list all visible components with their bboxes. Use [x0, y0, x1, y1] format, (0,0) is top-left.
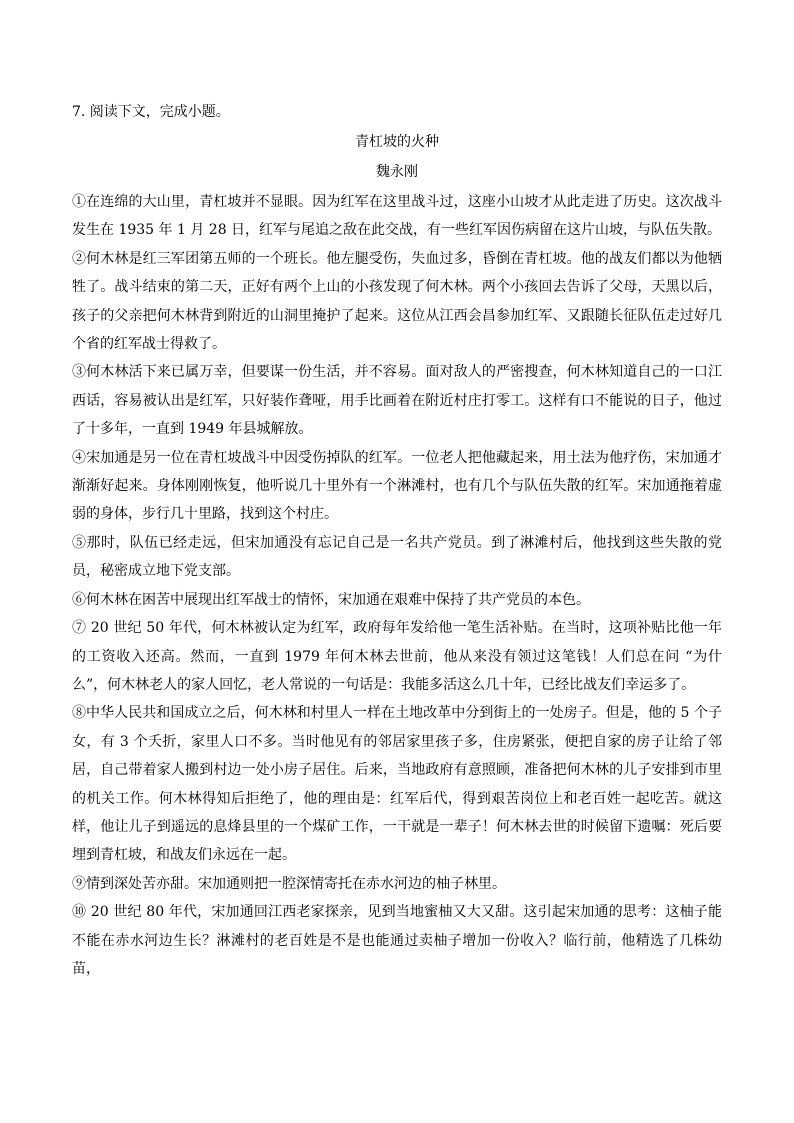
- article-author: 魏永刚: [376, 164, 418, 180]
- paragraph-2: ②何木林是红三军团第五师的一个班长。他左腿受伤，失血过多，昏倒在青杠坡。他的战友们都以为他牺牲了。战斗结束的第二天，正好有两个上山的小孩发现了何木林。两个小孩回去告诉了父母，天黑以后，孩子的父亲把何木林背到附近的山洞里掩护了起来。这位从江西会昌参加红军、又跟随长征队伍走过好几个省的红军战士得救了。: [72, 250, 722, 353]
- paragraph-4: ④宋加通是另一位在青杠坡战斗中因受伤掉队的红军。一位老人把他藏起来，用土法为他疗伤，宋加通才渐渐好起来。身体刚刚恢复，他听说几十里外有一个淋滩村，也有几个与队伍失散的红军。宋加通拖着虚弱的身体，步行几十里路，找到这个村庄。: [72, 449, 722, 523]
- paragraph-1: ①在连绵的大山里，青杠坡并不显眼。因为红军在这里战斗过，这座小山坡才从此走进了历史。这次战斗发生在 1935 年 1 月 28 日，红军与尾追之敌在此交战，有一些红军因伤病留在这片山坡，与队伍失散。: [72, 194, 722, 239]
- paragraph-10: ⑩ 20 世纪 80 年代，宋加通回江西老家探亲，见到当地蜜柚又大又甜。这引起宋加通的思考：这柚子能不能在赤水河边生长？淋滩村的老百姓是不是也能通过卖柚子增加一份收入？临行前，他精选了几株幼苗，: [72, 904, 722, 977]
- paragraph-9: ⑨情到深处苦亦甜。宋加通则把一腔深情寄托在赤水河边的柚子林里。: [72, 875, 506, 892]
- paragraph-7: ⑦ 20 世纪 50 年代，何木林被认定为红军，政府每年发给他一笔生活补贴。在当时，这项补贴比他一年的工资收入还高。然而，一直到 1979 年何木林去世前，他从来没有领过这笔钱！人们总在问 “为什么”，何木林老人的家人回忆，老人常说的一句话是：我能多活这么几十年，已经比战友们幸运多了。: [72, 620, 722, 693]
- paragraph-8: ⑧中华人民共和国成立之后，何木林和村里人一样在土地改革中分到街上的一处房子。但是，他的 5 个子女，有 3 个夭折，家里人口不多。当时他见有的邻居家里孩子多，住房紧张，便把自家的房子让给了邻居，自己带着家人搬到村边一处小房子居住。后来，当地政府有意照顾，准备把何木林的儿子安排到市里的机关工作。何木林得知后拒绝了，他的理由是：红军后代，得到艰苦岗位上和老百姓一起吃苦。就这样，他让儿子到遥远的息烽县里的一个煤矿工作，一干就是一辈子！何木林去世的时候留下遗嘱：死后要埋到青杠坡，和战友们永远在一起。: [72, 705, 722, 864]
- article-title: 青杠坡的火种: [355, 134, 439, 150]
- document-page: [72, 100, 722, 983]
- article-body: [72, 188, 722, 983]
- paragraph-5: ⑤那时，队伍已经走远，但宋加通没有忘记自己是一名共产党员。到了淋滩村后，他找到这些失散的党员，秘密成立地下党支部。: [72, 534, 722, 580]
- question-heading: 7. 阅读下文，完成小题。: [72, 104, 230, 120]
- paragraph-3: ③何木林活下来已属万幸，但要谋一份生活，并不容易。面对敌人的严密搜查，何木林知道自己的一口江西话，容易被认出是红军，只好装作聋哑，用手比画着在附近村庄打零工。这样有口不能说的日子，他过了十多年，一直到 1949 年县城解放。: [72, 364, 722, 438]
- paragraph-6: ⑥何木林在困苦中展现出红军战士的情怀，宋加通在艰难中保持了共产党员的本色。: [72, 591, 590, 608]
